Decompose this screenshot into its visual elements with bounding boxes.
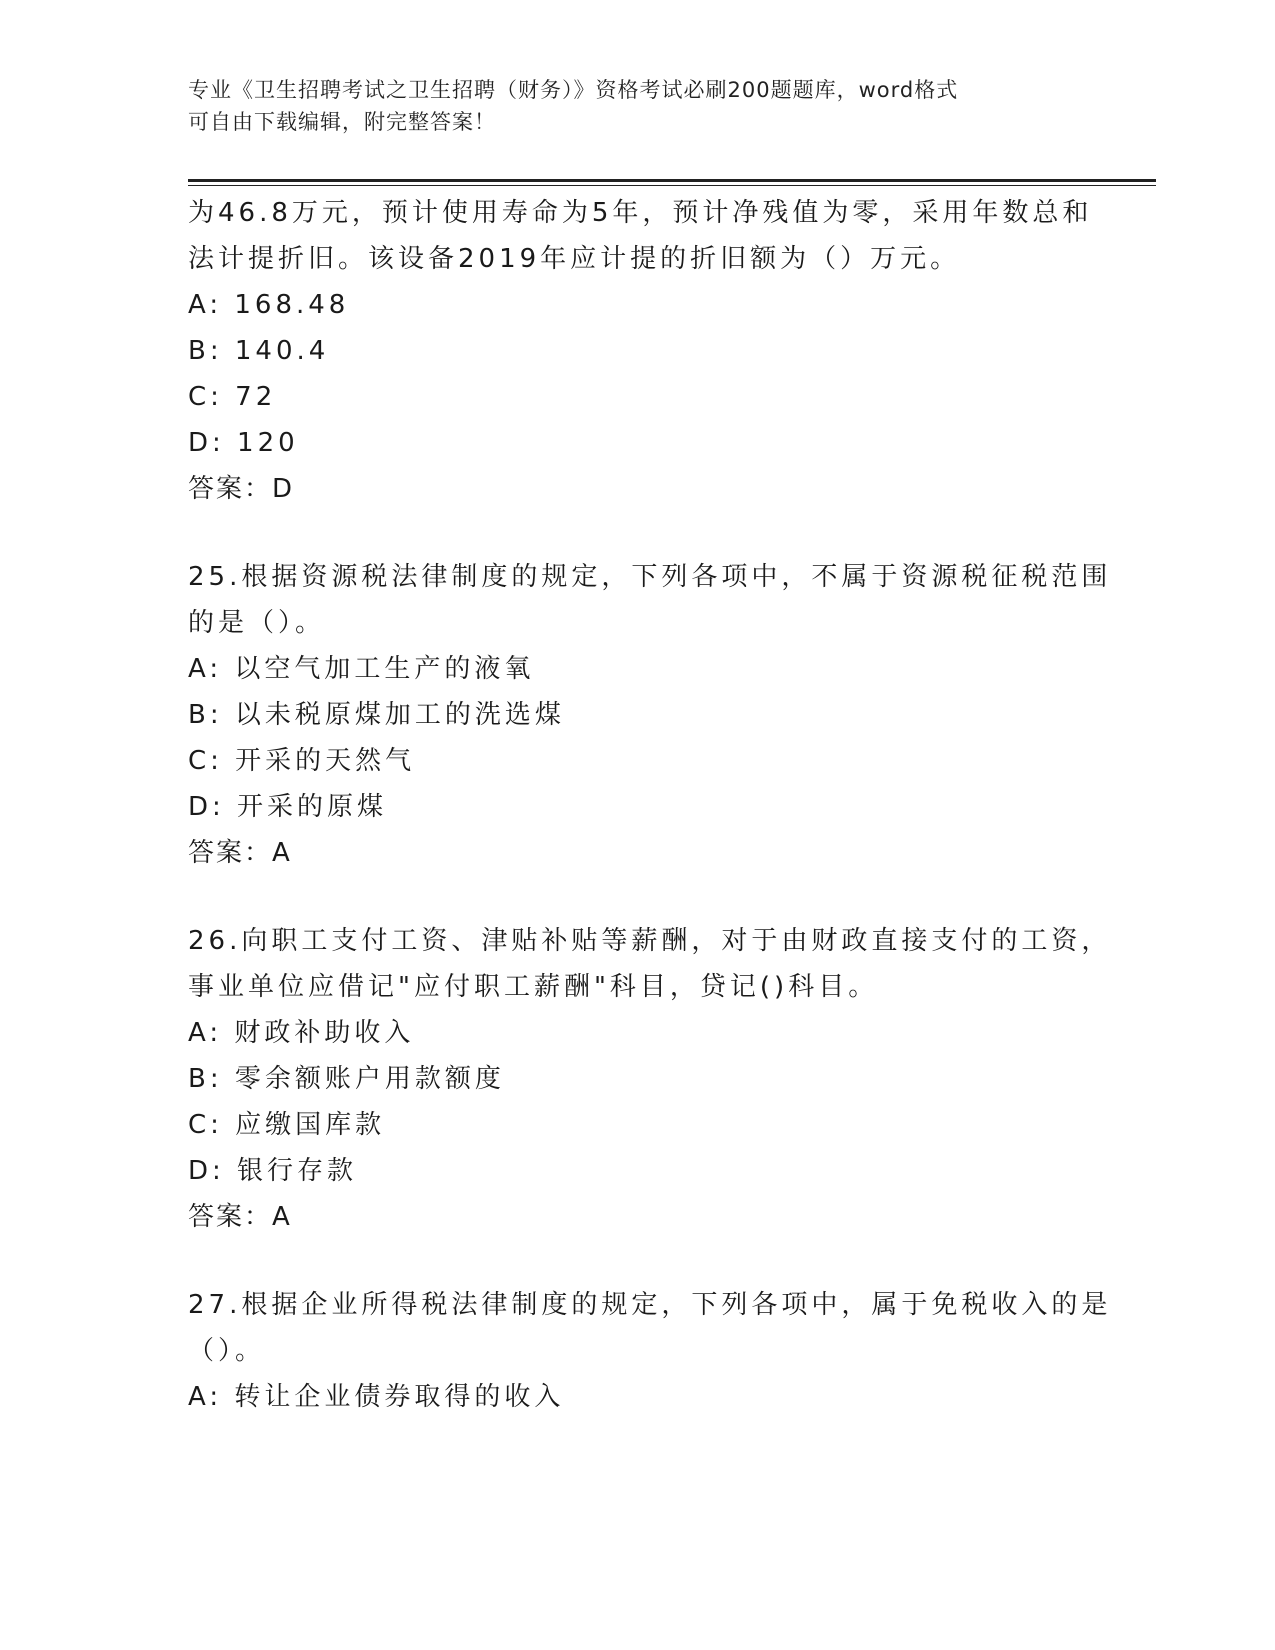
question-content (188, 190, 1112, 1420)
question-text-line: 26.向职工支付工资、津贴补贴等薪酬，对于由财政直接支付的工资， (188, 926, 1112, 956)
option-c: C: 应缴国库款 (188, 1110, 386, 1140)
question-text-line: （）。 (188, 1336, 266, 1366)
option-a: A: 转让企业债券取得的收入 (188, 1382, 565, 1412)
page-header (188, 74, 1088, 138)
question-26 (188, 918, 1112, 1240)
header-line-2: 可自由下载编辑，附完整答案！ (188, 110, 496, 134)
spacer (188, 876, 1088, 918)
answer-line: 答案：A (188, 1202, 292, 1232)
spacer (188, 1240, 1088, 1282)
question-text-line: 法计提折旧。该设备2019年应计提的折旧额为（）万元。 (188, 244, 961, 274)
answer-line: 答案：A (188, 838, 292, 868)
spacer (188, 512, 1088, 554)
option-a: A: 168.48 (188, 290, 350, 320)
option-a: A: 财政补助收入 (188, 1018, 415, 1048)
option-d: D: 开采的原煤 (188, 792, 388, 822)
option-c: C: 72 (188, 382, 277, 412)
question-24-tail (188, 190, 1093, 512)
header-line-1: 专业《卫生招聘考试之卫生招聘（财务）》资格考试必刷200题题库，word格式 (188, 78, 959, 102)
option-c: C: 开采的天然气 (188, 746, 416, 776)
question-27 (188, 1282, 1112, 1420)
option-d: D: 银行存款 (188, 1156, 358, 1186)
question-text-line: 的是（）。 (188, 608, 326, 638)
option-b: B: 零余额账户用款额度 (188, 1064, 505, 1094)
question-text-line: 27.根据企业所得税法律制度的规定，下列各项中，属于免税收入的是 (188, 1290, 1112, 1320)
option-d: D: 120 (188, 428, 299, 458)
header-rule-thick (188, 179, 1156, 182)
option-a: A: 以空气加工生产的液氧 (188, 654, 535, 684)
question-text-line: 25.根据资源税法律制度的规定，下列各项中，不属于资源税征税范围 (188, 562, 1112, 592)
question-25 (188, 554, 1112, 876)
question-text-line: 事业单位应借记"应付职工薪酬"科目，贷记()科目。 (188, 972, 879, 1002)
answer-line: 答案：D (188, 474, 295, 504)
option-b: B: 140.4 (188, 336, 330, 366)
header-rule-thin (188, 185, 1156, 186)
question-text-line: 为46.8万元，预计使用寿命为5年，预计净残值为零，采用年数总和 (188, 198, 1093, 228)
option-b: B: 以未税原煤加工的洗选煤 (188, 700, 565, 730)
